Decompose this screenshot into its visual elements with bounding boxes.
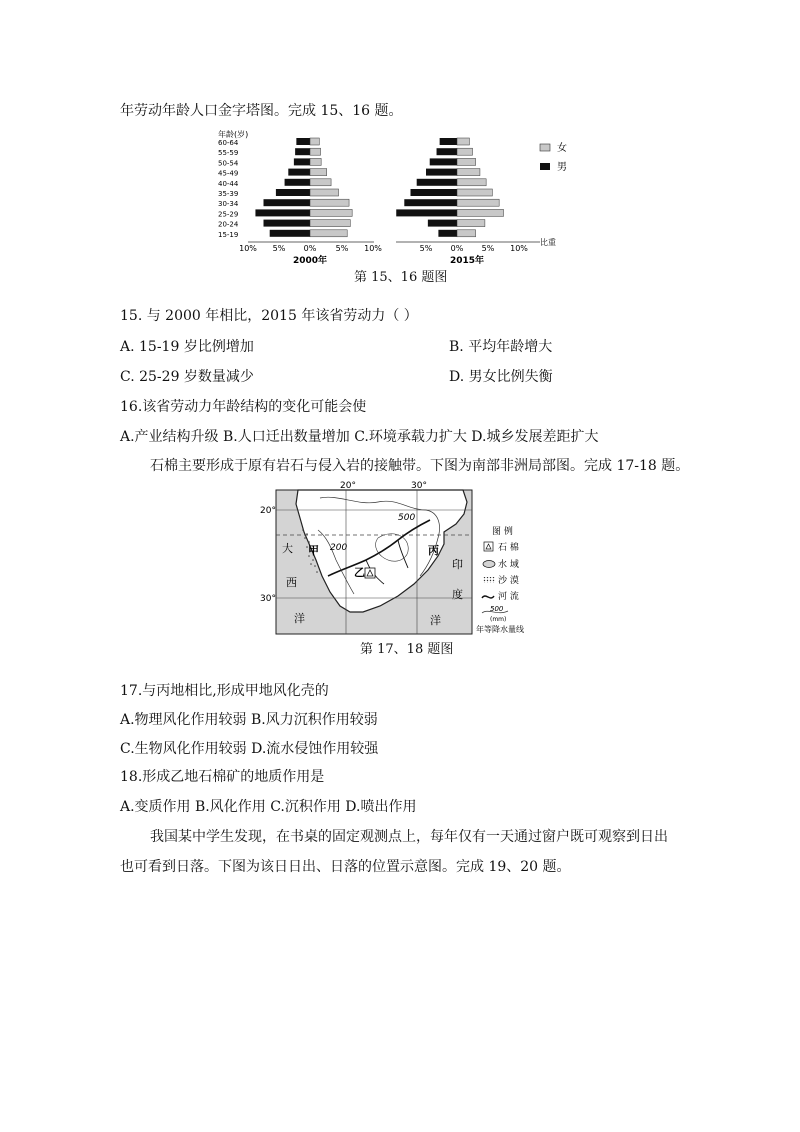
male-bar-2000-40-44	[285, 179, 310, 186]
q17-stem: 17.与丙地相比,形成甲地风化壳的	[120, 683, 329, 699]
male-bar-2000-35-39	[276, 189, 310, 196]
male-bar-2000-30-34	[264, 199, 311, 206]
q18-options: A.变质作用 B.风化作用 C.沉积作用 D.喷出作用	[120, 799, 417, 815]
female-bar-2000-60-64	[310, 138, 319, 145]
q15-option-c: C. 25-29 岁数量减少	[120, 369, 254, 385]
ocean-yang1: 洋	[294, 612, 305, 625]
male-bar-2000-20-24	[264, 220, 311, 227]
legend-river: 河 流	[498, 592, 519, 602]
male-bar-2015-60-64	[440, 138, 457, 145]
age-group-label: 30-34	[218, 200, 239, 209]
female-bar-2000-40-44	[310, 179, 331, 186]
female-bar-2000-15-19	[310, 230, 347, 237]
male-bar-2015-45-49	[426, 169, 457, 176]
male-bar-2000-50-54	[294, 158, 310, 165]
female-bar-2015-30-34	[457, 199, 499, 206]
female-bar-2000-30-34	[310, 199, 349, 206]
male-bar-2000-45-49	[288, 169, 310, 176]
q15-option-d: D. 男女比例失衡	[449, 369, 553, 385]
place-bing: 丙	[428, 544, 439, 557]
tick-2015-0: 0%	[450, 244, 464, 253]
ratio-label: 比重	[540, 238, 556, 247]
female-bar-2015-45-49	[457, 169, 480, 176]
female-bar-2015-50-54	[457, 158, 476, 165]
female-bar-2000-50-54	[310, 158, 321, 165]
q18-stem: 18.形成乙地石棉矿的地质作用是	[120, 769, 325, 785]
male-bar-2015-55-59	[437, 148, 457, 155]
legend-male-label: 男	[557, 162, 567, 173]
map-caption: 第 17、18 题图	[360, 642, 454, 657]
age-group-label: 15-19	[218, 230, 239, 239]
legend-isohyet: 年等降水量线	[476, 625, 524, 634]
q16-stem: 16.该省劳动力年龄结构的变化可能会使	[120, 399, 367, 415]
male-bar-2015-15-19	[438, 230, 457, 237]
male-bar-2000-60-64	[296, 138, 310, 145]
lat-30-label: 30°	[260, 594, 276, 604]
female-bar-2015-60-64	[457, 138, 469, 145]
legend-female-swatch	[540, 144, 550, 151]
age-group-label: 60-64	[218, 139, 239, 147]
female-bar-2015-35-39	[457, 189, 492, 196]
population-pyramid-figure	[210, 124, 580, 289]
ocean-du: 度	[452, 588, 463, 601]
q15-option-b: B. 平均年龄增大	[449, 339, 553, 355]
legend-water: 水 域	[498, 560, 519, 570]
ocean-da: 大	[282, 542, 293, 555]
age-group-label: 40-44	[218, 179, 239, 188]
female-bar-2000-35-39	[310, 189, 339, 196]
male-bar-2000-15-19	[270, 230, 310, 237]
male-bar-2015-25-29	[396, 209, 457, 216]
lon-20-label: 20°	[340, 481, 356, 491]
female-bar-2000-55-59	[310, 148, 321, 155]
q15-stem: 15. 与 2000 年相比，2015 年该省劳动力（ ）	[120, 308, 418, 324]
female-bar-2015-40-44	[457, 179, 486, 186]
female-bar-2015-25-29	[457, 209, 504, 216]
legend-asbestos: 石 棉	[498, 543, 519, 553]
legend-title: 图 例	[492, 527, 513, 537]
tick-2015-10r: 10%	[510, 244, 528, 253]
tick-2000-0: 0%	[303, 244, 317, 253]
female-bar-2000-45-49	[310, 169, 327, 176]
intro-q19-20-line2: 也可看到日落。下图为该日日出、日落的位置示意图。完成 19、20 题。	[120, 859, 571, 875]
q16-options: A.产业结构升级 B.人口迁出数量增加 C.环境承载力扩大 D.城乡发展差距扩大	[120, 429, 599, 445]
isohyet-200-label: 200	[330, 543, 348, 553]
tick-2000-5l: 5%	[272, 244, 286, 253]
male-bar-2015-30-34	[404, 199, 457, 206]
female-bar-2015-15-19	[457, 230, 476, 237]
intro-q19-20-line1: 我国某中学生发现，在书桌的固定观测点上，每年仅有一天通过窗户既可观察到日出	[150, 829, 668, 845]
legend-male-swatch	[540, 163, 550, 170]
year-2000-label: 2000年	[292, 256, 328, 266]
southern-africa-map	[258, 480, 558, 642]
male-bar-2015-40-44	[417, 179, 457, 186]
tick-2000-10l: 10%	[239, 244, 257, 253]
tick-2000-10r: 10%	[364, 244, 382, 253]
q17-options-line2: C.生物风化作用较弱 D.流水侵蚀作用较强	[120, 741, 379, 757]
age-group-label: 35-39	[218, 190, 239, 198]
male-bar-2015-20-24	[428, 220, 457, 227]
legend-iso-value: 500	[490, 605, 504, 613]
age-group-label: 20-24	[218, 220, 239, 229]
pyramid-caption: 第 15、16 题图	[354, 270, 448, 285]
tick-2000-5r: 5%	[335, 244, 349, 253]
ocean-xi: 西	[286, 576, 297, 589]
female-bar-2015-20-24	[457, 220, 485, 227]
legend-water-icon	[483, 561, 495, 568]
male-bar-2015-50-54	[430, 158, 457, 165]
female-bar-2000-20-24	[310, 220, 350, 227]
intro-q15-16: 年劳动年龄人口金字塔图。完成 15、16 题。	[120, 103, 403, 119]
age-group-label: 25-29	[218, 210, 239, 219]
female-bar-2000-25-29	[310, 209, 352, 216]
male-bar-2000-55-59	[295, 148, 310, 155]
tick-2015-5l: 5%	[419, 244, 433, 253]
age-group-label: 50-54	[218, 159, 239, 168]
legend-river-icon	[482, 596, 494, 598]
place-yi: 乙	[354, 566, 365, 579]
female-bar-2015-55-59	[457, 148, 473, 155]
place-jia: 甲	[308, 544, 319, 557]
legend-desert: 沙 漠	[498, 576, 519, 586]
legend-desert-icon	[483, 577, 495, 583]
tick-2015-5r: 5%	[481, 244, 495, 253]
male-bar-2015-35-39	[411, 189, 458, 196]
isohyet-500-label: 500	[398, 513, 416, 523]
ocean-yang2: 洋	[430, 614, 441, 627]
intro-q17-18: 石棉主要形成于原有岩石与侵入岩的接触带。下图为南部非洲局部图。完成 17-18 题。	[150, 458, 690, 474]
legend-female-label: 女	[557, 143, 567, 154]
male-bar-2000-25-29	[255, 209, 310, 216]
age-axis-label: 年龄(岁)	[218, 130, 249, 139]
lat-20-label: 20°	[260, 506, 276, 516]
age-group-label: 45-49	[218, 169, 239, 178]
legend-iso-unit: (mm)	[490, 616, 507, 623]
age-group-label: 55-59	[218, 149, 239, 158]
ocean-yin: 印	[452, 558, 463, 571]
lon-30-label: 30°	[411, 481, 427, 491]
year-2015-label: 2015年	[449, 256, 485, 266]
q15-option-a: A. 15-19 岁比例增加	[120, 339, 254, 355]
q17-options-line1: A.物理风化作用较弱 B.风力沉积作用较弱	[120, 712, 378, 728]
